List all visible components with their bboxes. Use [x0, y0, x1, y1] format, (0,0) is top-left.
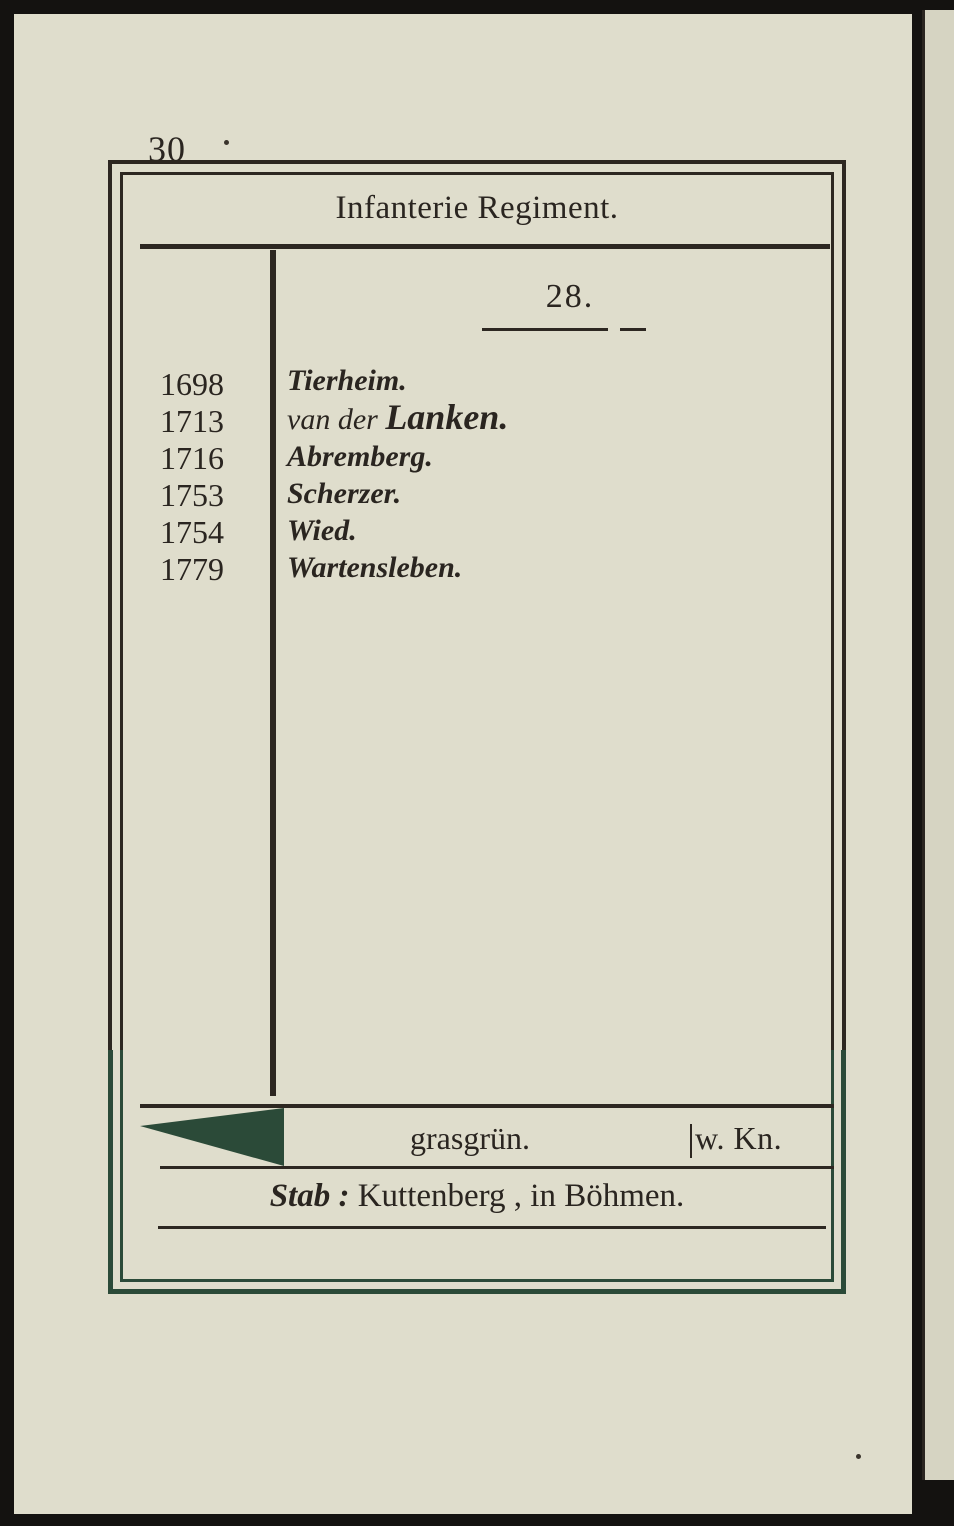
staff-location-line [120, 1178, 834, 1215]
staff-label: Stab : [269, 1178, 350, 1214]
year-entry: 1698 [160, 366, 224, 402]
button-note: w. Kn. [695, 1120, 783, 1156]
regiment-number-underline [482, 328, 608, 331]
year-entry: 1779 [160, 551, 224, 587]
facing-color-swatch [140, 1108, 284, 1166]
regiment-number-underline-dash [620, 328, 646, 331]
commander-name-prefix: van der [287, 403, 378, 436]
page-speck [224, 140, 229, 145]
year-entry: 1713 [160, 403, 224, 439]
commander-name: Wartensleben. [287, 551, 463, 584]
commander-name-row [287, 399, 807, 438]
column-divider [270, 250, 276, 1096]
uniform-row-bottom-rule [160, 1166, 834, 1169]
commander-name: Wied. [287, 514, 357, 547]
commander-name: Tierheim. [287, 364, 407, 397]
page-speck [856, 1454, 861, 1459]
button-note-divider [690, 1124, 692, 1158]
commander-name: Lanken. [385, 397, 509, 437]
year-column [160, 366, 260, 588]
year-entry: 1754 [160, 514, 224, 550]
year-entry: 1716 [160, 440, 224, 476]
commander-name: Scherzer. [287, 477, 402, 510]
page-number: 30 [148, 129, 186, 169]
staff-location: Kuttenberg , in Böhmen. [357, 1178, 685, 1214]
facing-color-label: grasgrün. [410, 1120, 530, 1156]
facing-page-edge [922, 10, 954, 1480]
commander-name: Abremberg. [287, 440, 433, 473]
table-header: Infanterie Regiment. [335, 190, 619, 226]
regiment-number: 28. [545, 278, 595, 315]
year-entry: 1753 [160, 477, 224, 513]
staff-underline [158, 1226, 826, 1229]
header-rule [140, 244, 830, 249]
commander-column [287, 362, 807, 586]
